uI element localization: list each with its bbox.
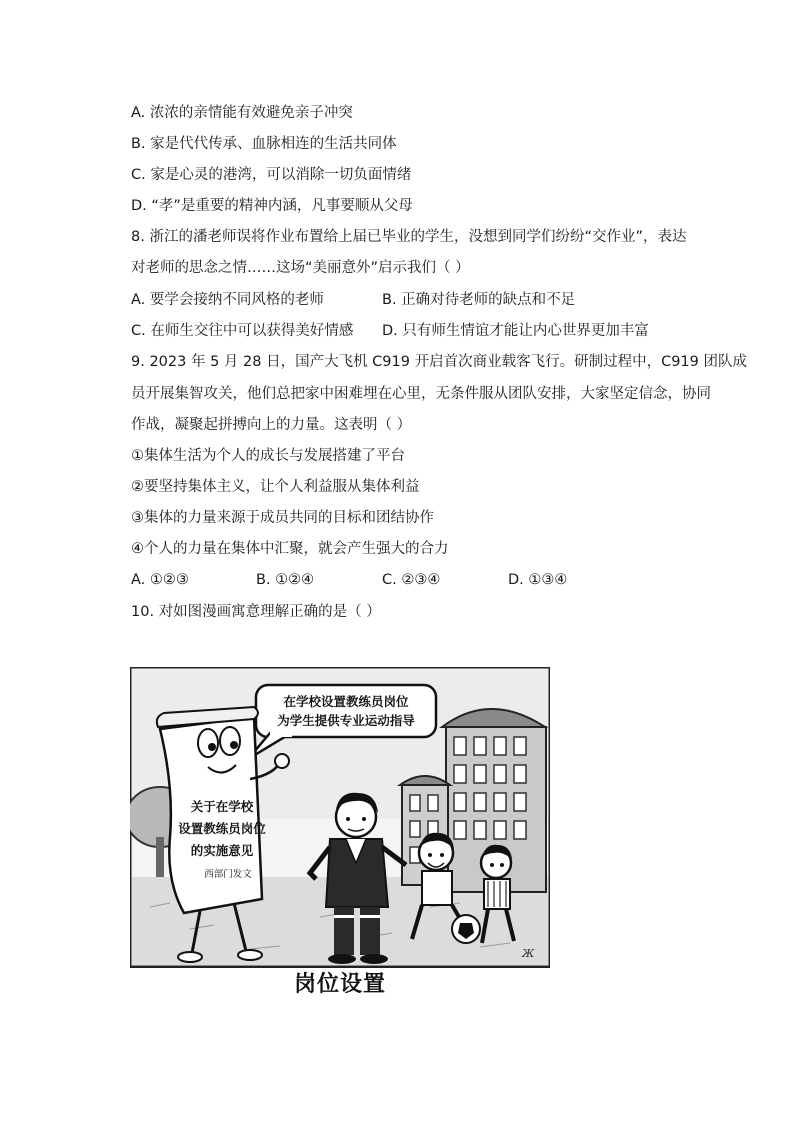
cartoon-caption: 岗位设置 (130, 968, 550, 1001)
q9-statement-3: ③集体的力量来源于成员共同的目标和团结协作 (131, 510, 434, 526)
q9-option-a: A. ①②③ (131, 572, 189, 588)
q9-statement-2: ②要坚持集体主义，让个人利益服从集体利益 (131, 479, 420, 495)
q9-stem-line2: 员开展集智攻关，他们总把家中困难埋在心里，无条件服从团队安排，大家坚定信念，协同 (131, 386, 711, 402)
soccer-ball (452, 915, 480, 943)
speech-text-line1: 在学校设置教练员岗位 (283, 694, 409, 709)
q8-option-b: B. 正确对待老师的缺点和不足 (382, 292, 576, 308)
q9-option-b: B. ①②④ (256, 572, 315, 588)
q7-option-c: C. 家是心灵的港湾，可以消除一切负面情绪 (131, 167, 412, 183)
cartoon-figure (130, 667, 550, 1001)
q8-stem-line1: 8. 浙江的潘老师误将作业布置给上届已毕业的学生，没想到同学们纷纷“交作业”，表达 (131, 229, 687, 245)
artist-signature: Ж (522, 947, 535, 960)
q9-stem-line1: 9. 2023 年 5 月 28 日，国产大飞机 C919 开启首次商业载客飞行。研制过程中，C919 团队成 (131, 354, 747, 370)
q10-stem: 10. 对如图漫画寓意理解正确的是（ ） (131, 604, 381, 620)
q8-option-a: A. 要学会接纳不同风格的老师 (131, 292, 324, 308)
q7-option-a: A. 浓浓的亲情能有效避免亲子冲突 (131, 105, 353, 121)
q7-option-b: B. 家是代代传承、血脉相连的生活共同体 (131, 136, 397, 152)
q9-option-d: D. ①③④ (508, 572, 568, 588)
q7-option-d: D. “孝”是重要的精神内涵，凡事要顺从父母 (131, 198, 413, 214)
q8-option-c: C. 在师生交往中可以获得美好情感 (131, 323, 354, 339)
q9-statement-4: ④个人的力量在集体中汇聚，就会产生强大的合力 (131, 541, 449, 557)
q8-option-d: D. 只有师生情谊才能让内心世界更加丰富 (382, 323, 649, 339)
q8-stem-line2: 对老师的思念之情……这场“美丽意外”启示我们（ ） (131, 260, 470, 276)
q9-option-c: C. ②③④ (382, 572, 441, 588)
speech-text-line2: 为学生提供专业运动指导 (277, 713, 415, 728)
doc-text-line3: 的实施意见 (190, 843, 254, 858)
q9-statement-1: ①集体生活为个人的成长与发展搭建了平台 (131, 448, 405, 464)
doc-text-line1: 关于在学校 (190, 799, 254, 814)
doc-text-line2: 设置教练员岗位 (178, 821, 266, 836)
doc-text-line4: 西部门发文 (204, 869, 252, 880)
q9-stem-line3: 作战，凝聚起拼搏向上的力量。这表明（ ） (131, 417, 412, 433)
